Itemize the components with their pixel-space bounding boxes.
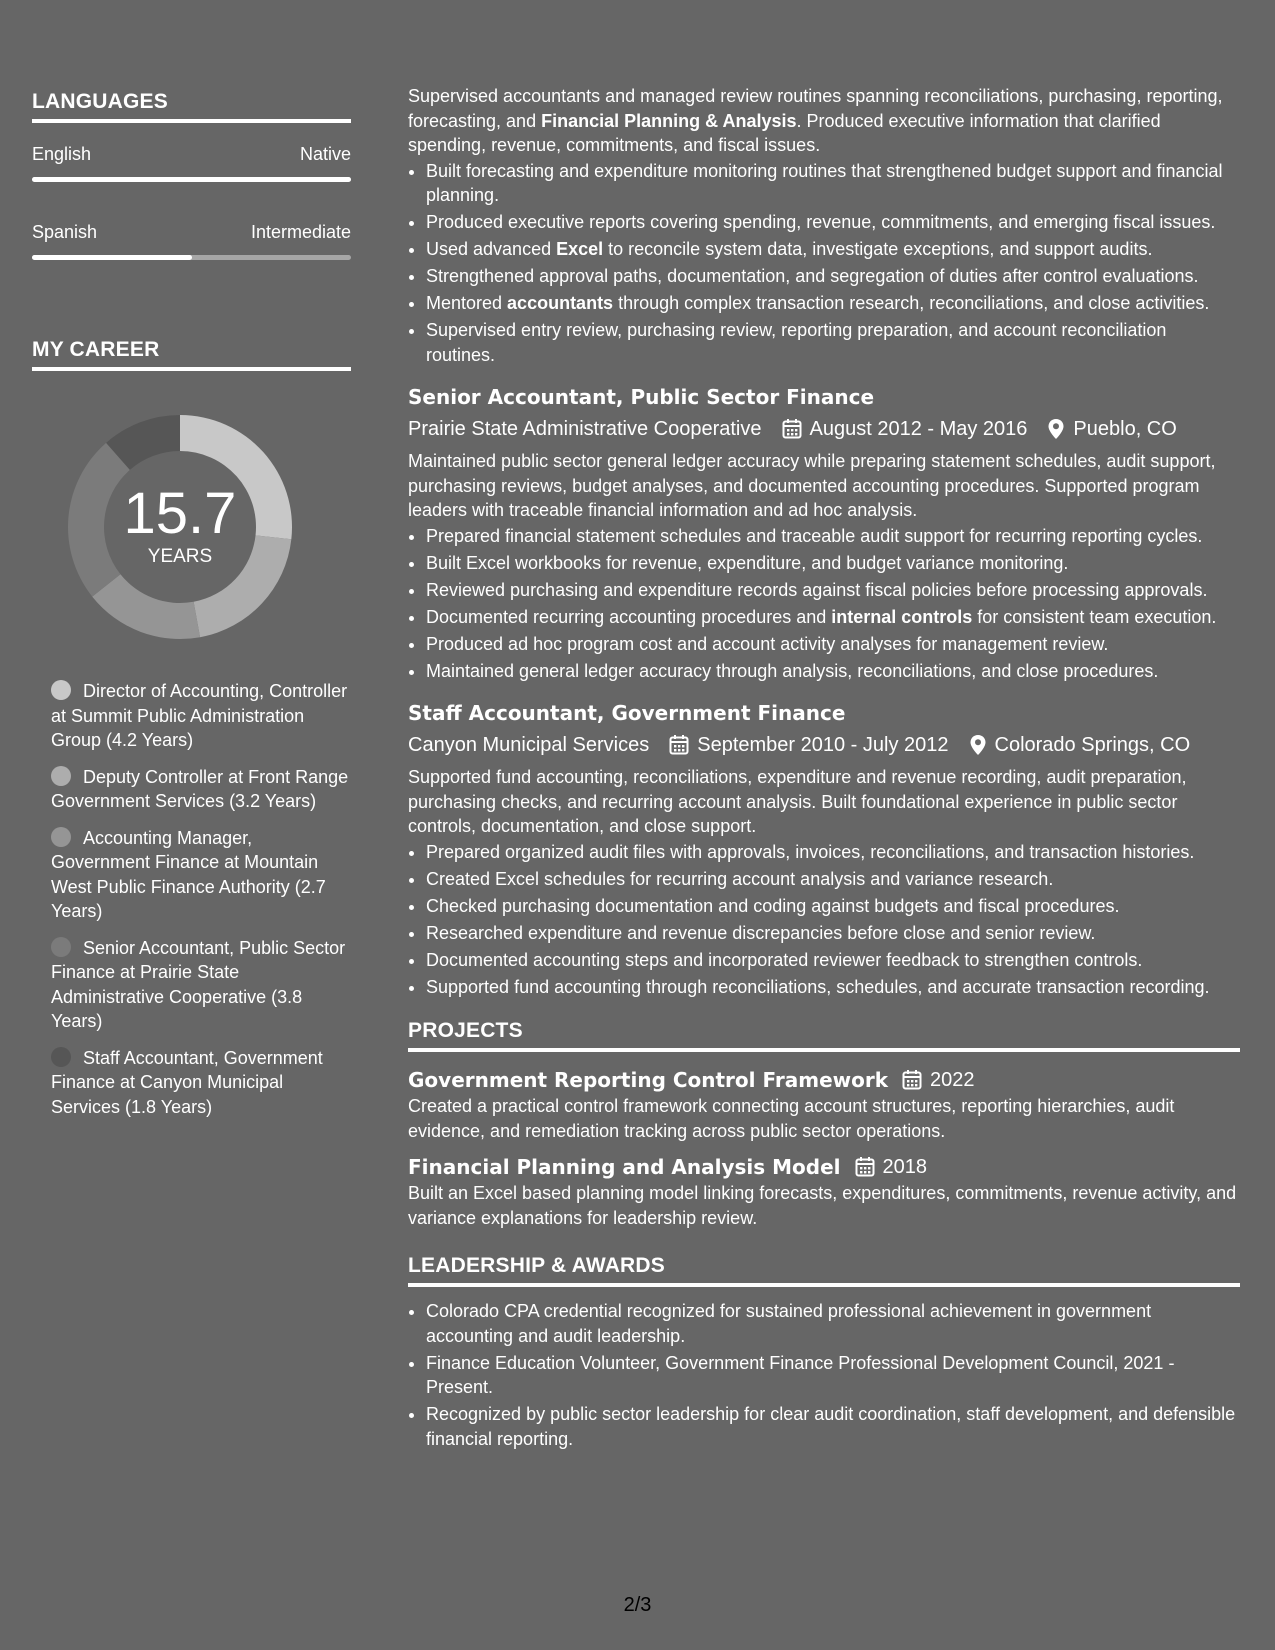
left-column xyxy=(32,90,351,1131)
job-summary: Supported fund accounting, reconciliations, expenditure and revenue recording, audit preparation, purchasing checks, and recurring account analysis. Built foundational experience in public sector controls, documentation, and close support. xyxy=(408,767,1187,836)
project-title: Financial Planning and Analysis Model xyxy=(408,1155,841,1179)
awards-list xyxy=(408,1299,1240,1451)
language-name: Spanish xyxy=(32,222,98,242)
career-legend-item xyxy=(51,765,351,814)
language-proficiency-fill xyxy=(32,177,351,182)
project-description: Created a practical control framework connecting account structures, reporting hierarchies, audit evidence, and remediation tracking across public sector operations. xyxy=(408,1096,1175,1141)
job-summary: Maintained public sector general ledger accuracy while preparing statement schedules, audit support, purchasing reviews, budget analyses, and documented accounting procedures. Supported program leaders with traceable financial information and ad hoc analysis. xyxy=(408,451,1216,520)
project-item xyxy=(408,1066,1240,1143)
bullet-item: • Created Excel schedules for recurring account analysis and variance research. xyxy=(426,867,1240,892)
bullet-item: • Prepared organized audit files with approvals, invoices, reconciliations, and transaction histories. xyxy=(426,840,1240,865)
language-level: Native xyxy=(299,144,351,164)
calendar-icon xyxy=(782,418,802,440)
career-legend-item xyxy=(51,679,351,753)
map-pin-icon xyxy=(1047,418,1065,440)
language-item xyxy=(32,144,351,182)
language-level: Intermediate xyxy=(250,222,351,242)
bullet-item: • Produced ad hoc program cost and account activity analyses for management review. xyxy=(426,632,1240,657)
bullet-item: • Researched expenditure and revenue discrepancies before close and senior review. xyxy=(426,921,1240,946)
role-summary: Supervised accountants and managed review routines spanning reconciliations, purchasing, reporting, forecasting, and Financial Planning & Analysis. Produced executive information that clarified spending, revenue, commitments, and fiscal issues. xyxy=(408,86,1223,155)
bullet-item: • Used advanced Excel to reconcile system data, investigate exceptions, and support audits. xyxy=(426,237,1240,262)
bullet-item: • Mentored accountants through complex transaction research, reconciliations, and close activities. xyxy=(426,291,1240,316)
projects-list xyxy=(408,1066,1240,1230)
career-legend-item xyxy=(51,936,351,1034)
career-legend-item xyxy=(51,826,351,924)
language-item xyxy=(32,222,351,260)
legend-label: Director of Accounting, Controller at Summit Public Administration Group (4.2 Years) xyxy=(51,681,348,750)
career-total-years: 15.7 xyxy=(123,481,237,546)
career-legend-item xyxy=(51,1046,351,1120)
bullet-item: • Supervised entry review, purchasing review, reporting preparation, and account reconciliation routines. xyxy=(426,318,1240,367)
bullet-item: • Produced executive reports covering spending, revenue, commitments, and emerging fiscal issues. xyxy=(426,210,1240,235)
project-description: Built an Excel based planning model linking forecasts, expenditures, commitments, revenue activity, and variance explanations for leadership review. xyxy=(408,1183,1237,1228)
bullet-item: • Built forecasting and expenditure monitoring routines that strengthened budget support and financial planning. xyxy=(426,159,1240,208)
bullet-item: • Built Excel workbooks for revenue, expenditure, and budget variance monitoring. xyxy=(426,551,1240,576)
job-meta xyxy=(408,415,1240,443)
legend-swatch xyxy=(51,937,71,957)
job-dates: August 2012 - May 2016 xyxy=(809,418,1028,440)
legend-label: Accounting Manager, Government Finance at Mountain West Public Finance Authority (2.7 Years) xyxy=(51,827,326,921)
right-column xyxy=(408,84,1240,1454)
legend-label: Senior Accountant, Public Sector Finance at Prairie State Administrative Cooperative (3.8 Years) xyxy=(51,937,346,1031)
job-bullets xyxy=(408,524,1240,684)
legend-swatch xyxy=(51,1047,71,1067)
project-header xyxy=(408,1066,1240,1094)
job-title: Senior Accountant, Public Sector Finance xyxy=(408,385,875,409)
job-company: Prairie State Administrative Cooperative xyxy=(408,418,762,440)
bullet-item: • Reviewed purchasing and expenditure records against fiscal policies before processing approvals. xyxy=(426,578,1240,603)
language-proficiency-bar xyxy=(32,255,351,260)
bullet-item: • Finance Education Volunteer, Government Finance Professional Development Council, 2021 - Present. xyxy=(426,1351,1240,1400)
awards-heading: LEADERSHIP & AWARDS xyxy=(408,1254,1240,1287)
calendar-icon xyxy=(855,1156,875,1178)
bullet-item: • Prepared financial statement schedules and traceable audit support for recurring reporting cycles. xyxy=(426,524,1240,549)
projects-heading: PROJECTS xyxy=(408,1019,1240,1052)
project-title: Government Reporting Control Framework xyxy=(408,1068,889,1092)
project-year: 2018 xyxy=(882,1156,927,1178)
bullet-item: • Strengthened approval paths, documentation, and segregation of duties after control evaluations. xyxy=(426,264,1240,289)
role-bullets xyxy=(408,159,1240,368)
career-total-unit: YEARS xyxy=(147,546,213,567)
page-number: 2/3 xyxy=(623,1594,652,1616)
calendar-icon xyxy=(669,734,689,756)
language-proficiency-fill xyxy=(32,255,192,260)
bullet-item: • Checked purchasing documentation and coding against budgets and fiscal procedures. xyxy=(426,894,1240,919)
career-legend xyxy=(51,679,351,1119)
job-location: Colorado Springs, CO xyxy=(994,734,1191,756)
project-item xyxy=(408,1153,1240,1230)
job-entry xyxy=(408,383,1240,683)
language-proficiency-bar xyxy=(32,177,351,182)
legend-label: Staff Accountant, Government Finance at Canyon Municipal Services (1.8 Years) xyxy=(51,1047,323,1117)
project-year: 2022 xyxy=(930,1069,975,1091)
languages-heading: LANGUAGES xyxy=(32,90,351,123)
bullet-item: • Documented accounting steps and incorporated reviewer feedback to strengthen controls. xyxy=(426,948,1240,973)
job-entry xyxy=(408,699,1240,999)
legend-swatch xyxy=(51,680,71,700)
legend-swatch xyxy=(51,827,71,847)
map-pin-icon xyxy=(969,734,987,756)
legend-label: Deputy Controller at Front Range Government Services (3.2 Years) xyxy=(51,766,349,811)
bullet-item: • Maintained general ledger accuracy through analysis, reconciliations, and close procedures. xyxy=(426,659,1240,684)
job-location: Pueblo, CO xyxy=(1073,418,1177,440)
bullet-item: • Colorado CPA credential recognized for sustained professional achievement in government accounting and audit leadership. xyxy=(426,1299,1240,1348)
job-dates: September 2010 - July 2012 xyxy=(697,734,949,756)
bullet-item: • Documented recurring accounting procedures and internal controls for consistent team execution. xyxy=(426,605,1240,630)
job-company: Canyon Municipal Services xyxy=(408,734,650,756)
project-header xyxy=(408,1153,1240,1181)
bullet-item: • Supported fund accounting through reconciliations, schedules, and accurate transaction recording. xyxy=(426,975,1240,1000)
language-name: English xyxy=(32,144,92,164)
legend-swatch xyxy=(51,766,71,786)
calendar-icon xyxy=(902,1069,922,1091)
bullet-item: • Recognized by public sector leadership for clear audit coordination, staff development, and defensible financial reporting. xyxy=(426,1402,1240,1451)
job-meta xyxy=(408,731,1240,759)
experience-list xyxy=(408,383,1240,999)
job-title: Staff Accountant, Government Finance xyxy=(408,701,846,725)
job-bullets xyxy=(408,840,1240,1000)
career-heading: MY CAREER xyxy=(32,338,351,371)
career-donut-chart xyxy=(66,413,294,641)
